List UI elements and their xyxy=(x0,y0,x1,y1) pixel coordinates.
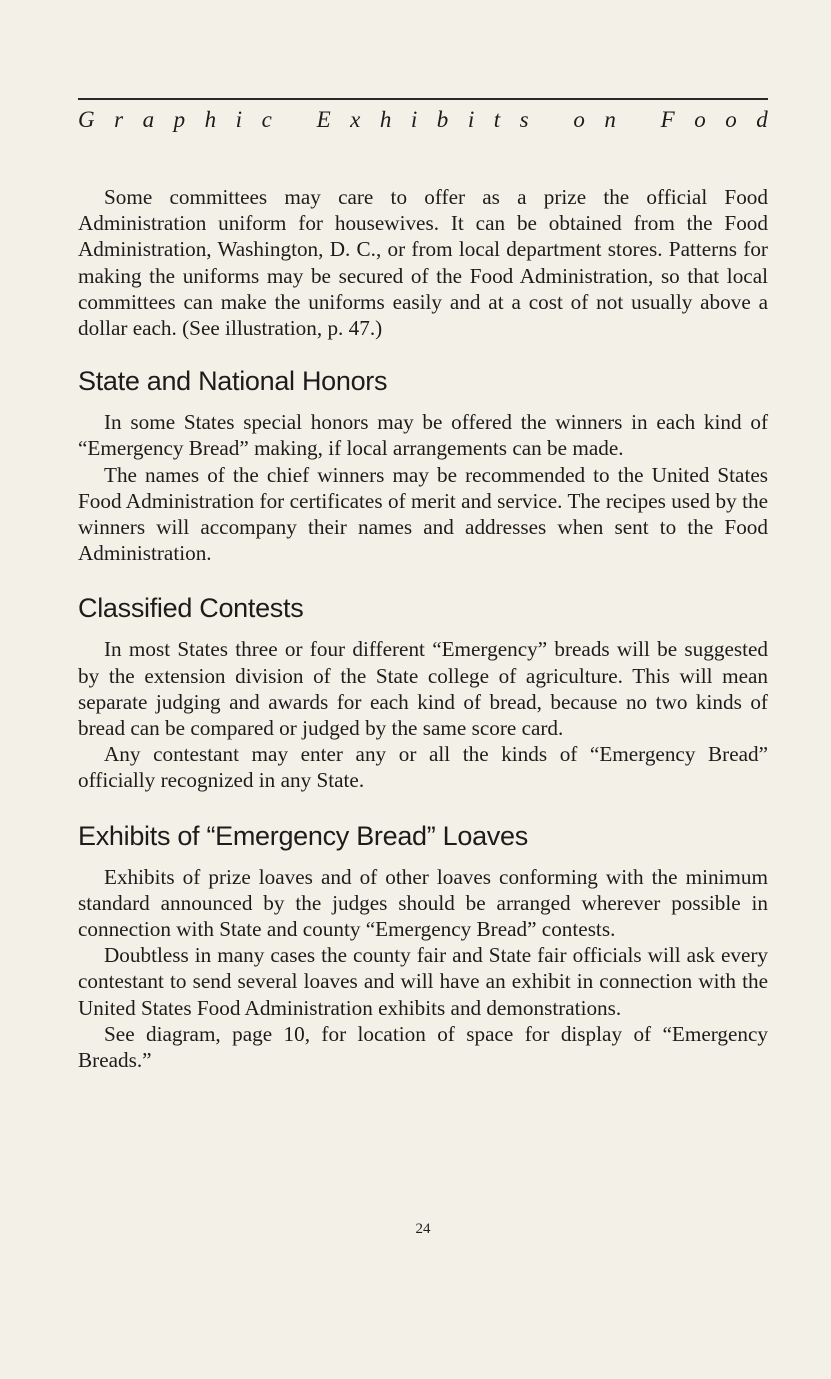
classified-paragraph-2: Any contestant may enter any or all the kinds of “Emergency Bread” officially recognized in any State. xyxy=(78,742,768,793)
document-page xyxy=(78,0,768,1379)
section-heading-state-honors: State and National Honors xyxy=(78,366,388,397)
section-heading-classified-contests: Classified Contests xyxy=(78,593,304,624)
running-head xyxy=(78,98,768,134)
exhibits-paragraph-1: Exhibits of prize loaves and of other loaves conforming with the minimum standard announced by the judges should be arranged wherever possible in connection with State and county “Emergency Bread” contests. xyxy=(78,864,768,942)
classified-paragraph-1: In most States three or four different “Emergency” breads will be suggested by the extension division of the State college of agriculture. This will mean separate judging and awards for each kind of bread, because no two kinds of bread can be compared or judged by the same score card. xyxy=(78,637,768,741)
exhibits-paragraph-2: Doubtless in many cases the county fair and State fair officials will ask every contestant to send several loaves and will have an exhibit in connection with the United States Food Administration exhibits and demonstrations. xyxy=(78,943,768,1020)
intro-paragraph-1: Some committees may care to offer as a prize the official Food Administration uniform for housewives. It can be obtained from the Food Administration, Washington, D. C., or from local department stores. Patterns for making the uniforms may be secured of the Food Administration, so that local committees can make the uniforms easily and at a cost of not usually above a dollar each. (See illustration, p. 47.) xyxy=(78,185,768,341)
state-honors-paragraph-2: The names of the chief winners may be recommended to the United States Food Administration for certificates of merit and service. The recipes used by the winners will accompany their names and addresses when sent to the Food Administration. xyxy=(78,462,768,566)
page-number: 24 xyxy=(415,1221,431,1237)
running-head-title: G r a p h i c E x h i b i t s o n F o o d xyxy=(78,107,768,132)
section-heading-exhibits: Exhibits of “Emergency Bread” Loaves xyxy=(78,820,528,851)
page-content xyxy=(78,184,768,1073)
state-honors-paragraph-1: In some States special honors may be offered the winners in each kind of “Emergency Bread” making, if local arrangements can be made. xyxy=(78,410,768,461)
exhibits-paragraph-3: See diagram, page 10, for location of space for display of “Emergency Breads.” xyxy=(78,1021,768,1073)
